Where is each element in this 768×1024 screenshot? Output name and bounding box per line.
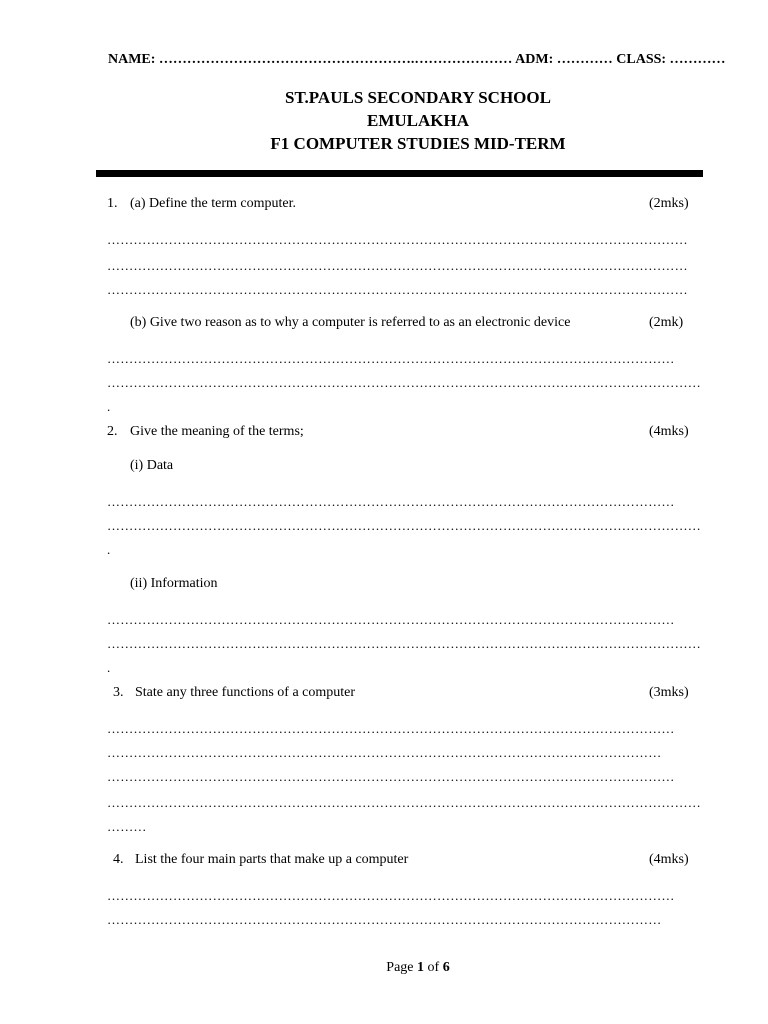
answer-line-end: ……… bbox=[107, 819, 147, 834]
answer-line: ……………………………………………………………………………………………………………………… bbox=[107, 636, 701, 651]
question-2-sub-ii: (ii) Information bbox=[130, 576, 218, 591]
answer-line: ……………………………………………………………………………………………………………………… bbox=[107, 518, 701, 533]
page-prefix: Page bbox=[386, 960, 414, 975]
student-details-line: NAME: ……………………………………………….………………… ADM: ………… CLASS: ………… bbox=[108, 52, 726, 67]
answer-line: ……………………………………………………………………………………………………………………… bbox=[107, 795, 701, 810]
page-total: 6 bbox=[442, 960, 450, 975]
question-2-marks: (4mks) bbox=[649, 424, 689, 439]
exam-title: F1 COMPUTER STUDIES MID-TERM bbox=[270, 134, 566, 153]
header-divider bbox=[96, 170, 703, 177]
answer-line: ………………………………………………………………………………………………………………… bbox=[107, 721, 675, 736]
question-2-number: 2. bbox=[107, 424, 118, 439]
question-4-text: List the four main parts that make up a computer bbox=[135, 852, 409, 867]
question-1-number: 1. bbox=[107, 196, 118, 211]
answer-line: …………………………………………………………………………………………………………………… bbox=[107, 282, 688, 297]
answer-line: …………………………………………………………………………………………………………………… bbox=[107, 232, 688, 247]
school-name: ST.PAULS SECONDARY SCHOOL bbox=[285, 88, 551, 107]
school-location: EMULAKHA bbox=[367, 111, 469, 130]
question-1b-marks: (2mk) bbox=[649, 315, 684, 330]
answer-line: ………………………………………………………………………………………………………………… bbox=[107, 769, 675, 784]
answer-line: …………………………………………………………………………………………………………………… bbox=[107, 258, 688, 273]
answer-line-end: . bbox=[107, 542, 111, 557]
question-1a-text: (a) Define the term computer. bbox=[130, 196, 296, 211]
page-current: 1 bbox=[417, 960, 425, 975]
question-2-sub-i: (i) Data bbox=[130, 458, 174, 473]
answer-line: ………………………………………………………………………………………………………………… bbox=[107, 612, 675, 627]
question-4-marks: (4mks) bbox=[649, 852, 689, 867]
answer-line: ……………………………………………………………………………………………………………… bbox=[107, 912, 662, 927]
page-number bbox=[0, 960, 768, 976]
question-3-text: State any three functions of a computer bbox=[135, 685, 356, 700]
answer-line: ………………………………………………………………………………………………………………… bbox=[107, 494, 675, 509]
answer-line-end: . bbox=[107, 399, 111, 414]
question-2-text: Give the meaning of the terms; bbox=[130, 424, 304, 439]
answer-line: ………………………………………………………………………………………………………………… bbox=[107, 351, 675, 366]
answer-line: ………………………………………………………………………………………………………………… bbox=[107, 888, 675, 903]
page-of: of bbox=[427, 960, 440, 975]
question-1a-marks: (2mks) bbox=[649, 196, 689, 211]
answer-line: ……………………………………………………………………………………………………………………… bbox=[107, 375, 701, 390]
question-1b-text: (b) Give two reason as to why a computer is referred to as an electronic device bbox=[130, 315, 571, 330]
answer-line-end: . bbox=[107, 660, 111, 675]
question-3-marks: (3mks) bbox=[649, 685, 689, 700]
answer-line: ……………………………………………………………………………………………………………… bbox=[107, 745, 662, 760]
question-4-number: 4. bbox=[113, 852, 124, 867]
question-3-number: 3. bbox=[113, 685, 124, 700]
